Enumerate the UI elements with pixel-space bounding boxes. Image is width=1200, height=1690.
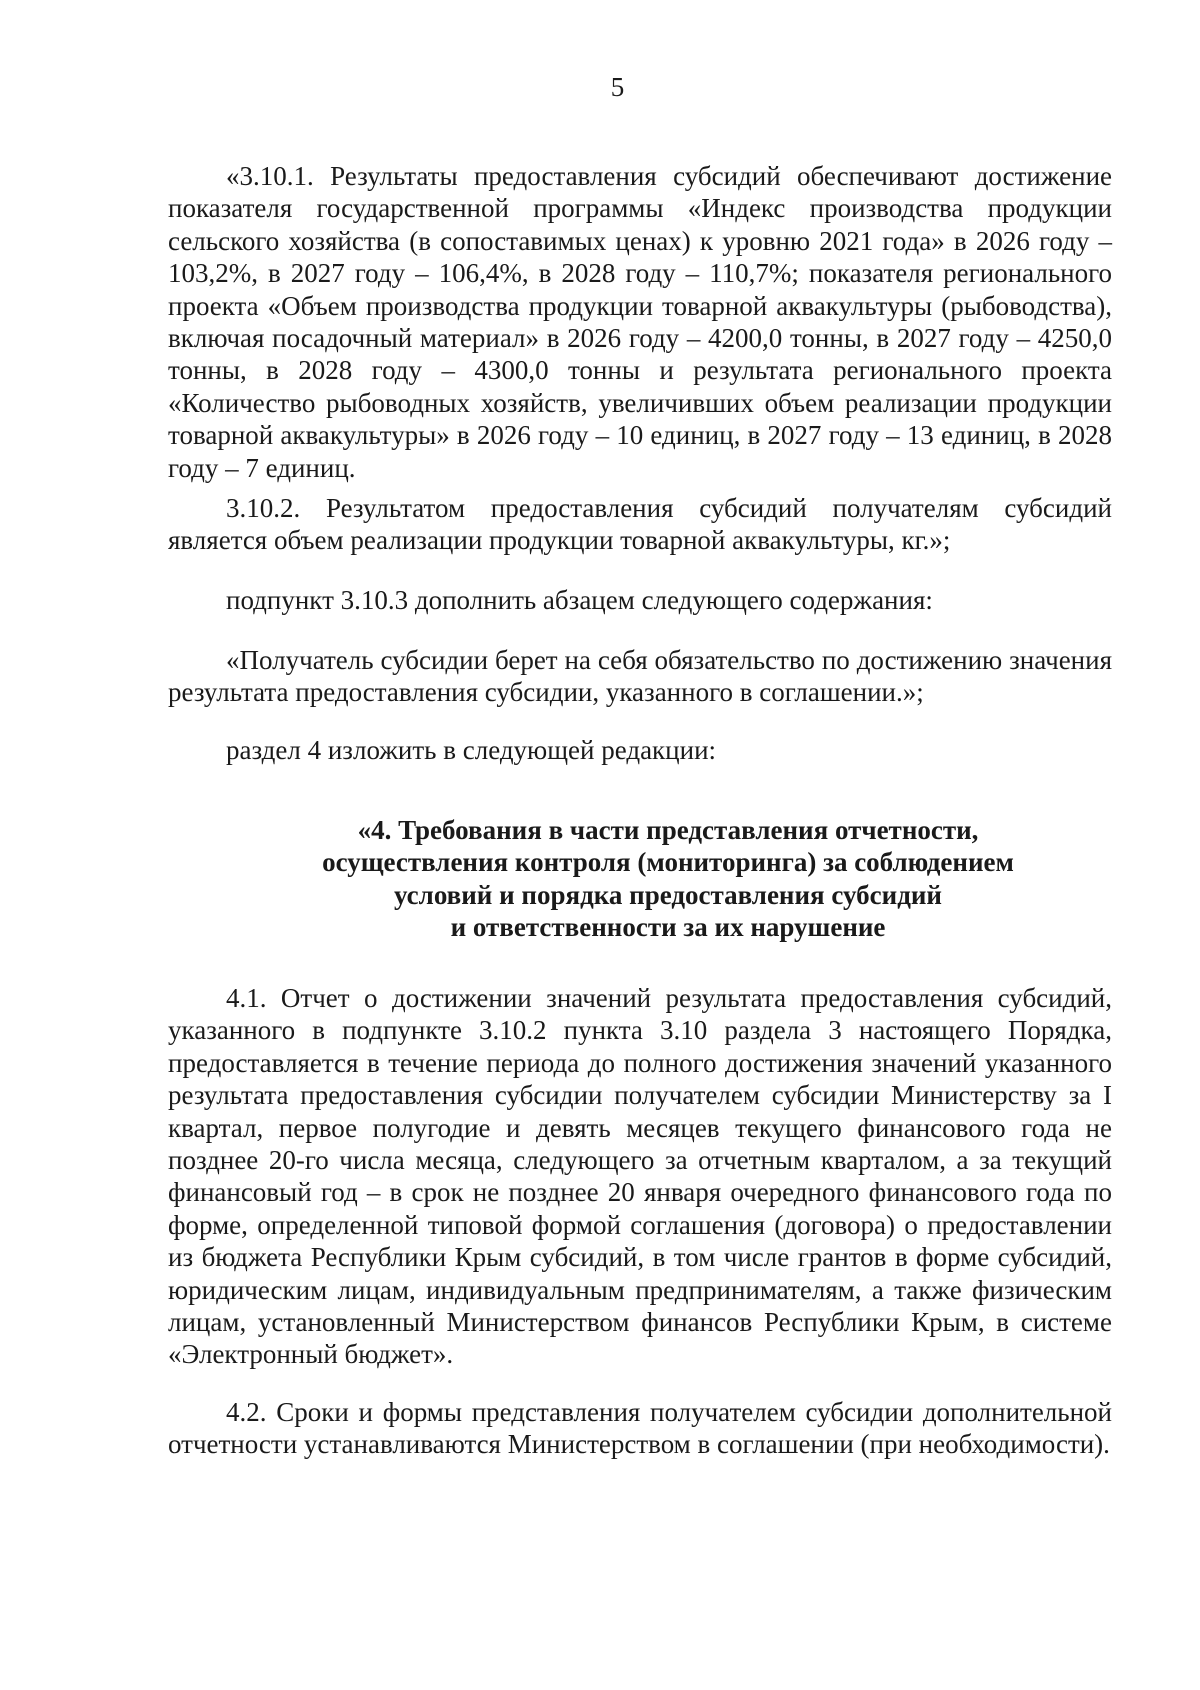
paragraph-4-1: 4.1. Отчет о достижении значений результата предоставления субсидий, указанного в подпункте 3.10.2 пункта 3.10 раздела 3 настоящего Порядка, предоставляется в течение периода до полного достижения значений указанного результата предоставления субсидии получателем субсидии Министерству за I квартал, первое полугодие и девять месяцев текущего финансового года не позднее 20-го числа месяца, следующего за отчетным кварталом, а за текущий финансовый год – в срок не позднее 20 января очередного финансового года по форме, определенной типовой формой соглашения (договора) о предоставлении из бюджета Республики Крым субсидий, в том числе грантов в форме субсидий, юридическим лицам, индивидуальным предпринимателям, а также физическим лицам, установленный Министерством финансов Республики Крым, в системе «Электронный бюджет». — [168, 983, 1112, 1370]
heading-line-4: и ответственности за их нарушение — [450, 912, 886, 943]
heading-line-1: «4. Требования в части представления отчетности, — [357, 815, 979, 845]
section-4-heading — [168, 814, 1168, 944]
paragraph-recipient-obligation: «Получатель субсидии берет на себя обязательство по достижению значения результата предоставления субсидии, указанного в соглашении.»; — [168, 645, 1112, 708]
page-number: 5 — [610, 72, 625, 102]
paragraph-3-10-2: 3.10.2. Результатом предоставления субсидий получателям субсидий является объем реализации продукции товарной аквакультуры, кг.»; — [168, 493, 1112, 556]
paragraph-4-2: 4.2. Сроки и формы представления получателем субсидии дополнительной отчетности устанавливаются Министерством в соглашении (при необходимости). — [168, 1397, 1112, 1460]
paragraph-3-10-1: «3.10.1. Результаты предоставления субсидий обеспечивают достижение показателя государственной программы «Индекс производства продукции сельского хозяйства (в сопоставимых ценах) к уровню 2021 года» в 2026 году – 103,2%, в 2027 году – 106,4%, в 2028 году – 110,7%; показателя регионального проекта «Объем производства продукции товарной аквакультуры (рыбоводства), включая посадочный материал» в 2026 году – 4200,0 тонны, в 2027 году – 4250,0 тонны, в 2028 году – 4300,0 тонны и результата регионального проекта «Количество рыбоводных хозяйств, увеличивших объем реализации продукции товарной аквакультуры» в 2026 году – 10 единиц, в 2027 году – 13 единиц, в 2028 году – 7 единиц. — [168, 161, 1112, 483]
heading-line-2: осуществления контроля (мониторинга) за соблюдением — [322, 847, 1014, 878]
paragraph-section-4-intro: раздел 4 изложить в следующей редакции: — [226, 735, 717, 765]
heading-line-3: условий и порядка предоставления субсидий — [394, 879, 942, 910]
paragraph-subpoint-3-10-3: подпункт 3.10.3 дополнить абзацем следующего содержания: — [226, 585, 933, 615]
